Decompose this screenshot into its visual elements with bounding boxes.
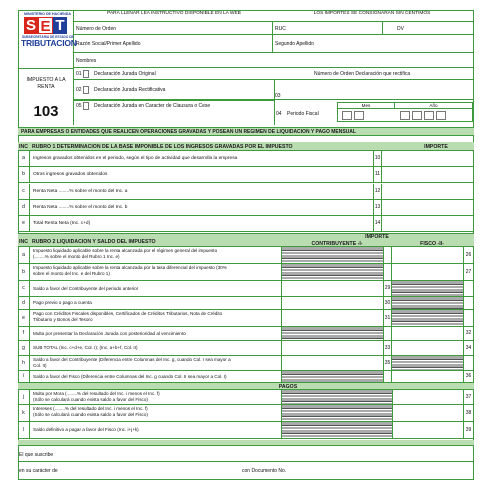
fisco-field[interactable]	[392, 341, 463, 355]
dv-label: DV	[397, 26, 404, 32]
logo-s: S	[25, 17, 36, 34]
rubro2-importe: IMPORTE	[365, 234, 389, 240]
row-text	[33, 422, 283, 438]
ano-header: Año	[395, 103, 472, 109]
row-inc: e	[18, 310, 30, 326]
importe-field[interactable]	[382, 167, 472, 182]
dj-rectificativa-label: Declaración Jurada Rectificativa	[94, 87, 166, 93]
row-text: Total Renta Neta (Inc. c+d)	[33, 221, 91, 226]
row-text	[33, 265, 283, 276]
rubro1-title: RUBRO 1 DETERMINACION DE LA BASE IMPONIBLE DE LOS INGRESOS GRAVADAS POR EL IMPUESTO	[32, 144, 293, 150]
pagos-row	[18, 405, 474, 422]
fisco-field-blocked	[392, 297, 463, 309]
row-inc: i	[18, 371, 30, 382]
row-num: 11	[373, 167, 382, 182]
row-text-line2: (........% sobre el monto del Rubro 1 Inc. e)	[33, 253, 120, 259]
periodo-box	[337, 102, 473, 122]
fisco-field[interactable]	[392, 405, 463, 421]
row-text: Ingresos gravados obtenidos en el periodo, según el tipo de actividad que desarrolla la empresa	[33, 156, 238, 161]
row-text-line1: Pago previo o pago a cuenta	[33, 300, 92, 305]
row-num: 13	[373, 200, 382, 215]
row-inc: b	[18, 167, 30, 182]
row-text-line2: Tributario y Bonos del Tesoro	[33, 316, 93, 322]
rubro1-row	[18, 167, 474, 183]
row-text-line1: Multa por presentar la Declaración Jurada con posterioridad al vencimiento	[33, 331, 186, 336]
fisco-field[interactable]	[392, 247, 463, 263]
field-04-code: 04	[276, 111, 282, 117]
fisco-field[interactable]	[392, 264, 463, 280]
row-num-fisco: 38	[463, 405, 473, 421]
row-num: 10	[373, 151, 382, 166]
fisco-field[interactable]	[392, 390, 463, 404]
contribuyente-field-blocked	[282, 422, 392, 438]
ano-digit-2[interactable]	[412, 111, 422, 120]
row-text: Renta Neta ........% sobre el monto del Inc. b	[33, 205, 128, 210]
rubro2-row	[18, 310, 474, 327]
contribuyente-field[interactable]	[282, 341, 383, 355]
row-text-line1: Saldo a favor del Contribuyente del periodo anterior	[33, 286, 139, 291]
row-text-line1: Pago con Créditos Fiscales disponibles, Certificados de Créditos Tributarios, Nota de Crédito	[33, 311, 223, 316]
row-inc: k	[18, 405, 30, 421]
contribuyente-field-blocked	[282, 327, 383, 340]
row-text-line1: SUB TOTAL (Inc. c+d+e, Col. I); (Inc. a+b+f, Col. II)	[33, 345, 138, 350]
pagos-row	[18, 422, 474, 439]
dj-original-row[interactable]	[74, 68, 474, 80]
dj-clausura-checkbox[interactable]	[83, 102, 89, 110]
fisco-field-blocked	[392, 310, 463, 326]
contribuyente-field[interactable]	[282, 281, 383, 296]
id-row-1	[74, 21, 474, 35]
nombres-label: Nombres	[76, 58, 97, 64]
field-03-code: 03	[275, 93, 281, 99]
fisco-field[interactable]	[392, 371, 463, 382]
row-num-contribuyente: 31	[383, 310, 392, 326]
dj-original-code: 01	[76, 71, 82, 77]
row-text-line1: Impuesto liquidado aplicable sobre la renta alcanzada por el régimen general del impuesto	[33, 248, 218, 253]
row-num-fisco	[463, 356, 473, 370]
importe-field[interactable]	[382, 200, 472, 215]
dj-clausura-label: Declaración Jurada en Caracter de Clausura o Cese	[94, 103, 211, 109]
row-text-line2: (Sólo se calculará cuando exista saldo a favor del Fisco)	[33, 396, 148, 402]
contribuyente-field[interactable]	[282, 310, 383, 326]
row-text	[33, 327, 283, 340]
row-text-line1: Intereses (........% del resultado del Inc. i menos el Inc. f)	[33, 406, 148, 411]
fisco-field-blocked	[392, 281, 463, 296]
row-text	[33, 281, 283, 296]
rubro1-header	[18, 142, 474, 151]
row-inc: a	[18, 151, 30, 166]
row-num-contribuyente	[383, 264, 392, 280]
pagos-header	[18, 383, 474, 390]
fisco-field[interactable]	[392, 422, 463, 438]
dv-cell[interactable]	[382, 22, 474, 35]
rubro2-row	[18, 264, 474, 281]
row-inc: b	[18, 264, 30, 280]
rubro2-title: RUBRO 2 LIQUIDACION Y SALDO DEL IMPUESTO	[32, 239, 156, 245]
contribuyente-field-blocked	[282, 247, 383, 263]
ruc-label: RUC	[275, 26, 286, 32]
rubro2-row	[18, 327, 474, 341]
row-text-line1: Multa por Mora (........% del resultado del Inc. i menos el Inc. f)	[33, 391, 160, 396]
segundo-apellido-cell[interactable]	[272, 35, 474, 52]
row-num-contribuyente: 30	[383, 297, 392, 309]
set-logo	[24, 17, 68, 34]
row-text	[33, 357, 283, 368]
rubro2-inc: INC	[19, 239, 28, 245]
row-text-line1: Saldo a favor del Contribuyente (Diferencia entre Columnas del Inc. g, cuando Col. I sea mayor a	[33, 357, 231, 362]
row-text-line1: Saldo a favor del Fisco (Diferencia entre Columnas del Inc. g cuando Col. II sea mayor a Col. I)	[33, 374, 227, 379]
suscribe-label: El que suscribe	[19, 452, 54, 458]
id-row-2	[74, 35, 474, 53]
mes-digit-1[interactable]	[342, 111, 352, 120]
row-text	[33, 406, 283, 417]
row-num-fisco: 37	[463, 390, 473, 404]
logo-word: TRIBUTACION	[21, 38, 77, 48]
nro-rectifica-label: Número de Orden Declaración que rectifica	[314, 71, 411, 77]
rubro2-row	[18, 356, 474, 371]
row-text	[33, 311, 283, 322]
contribuyente-field-blocked	[282, 390, 392, 404]
dj-clausura-code: 05	[76, 103, 82, 109]
row-num-fisco	[463, 281, 473, 296]
row-inc: g	[18, 341, 30, 355]
row-text: Otros ingresos gravados obtenidos	[33, 172, 108, 177]
numero-orden-label: Número de Orden	[76, 26, 117, 32]
contribuyente-field[interactable]	[282, 297, 383, 309]
row-num-contribuyente: 35	[383, 356, 392, 370]
row-num-contribuyente	[383, 247, 392, 263]
row-inc: l	[18, 422, 30, 438]
documento-label: con Documento No.	[242, 468, 287, 474]
fisco-field[interactable]	[392, 327, 463, 340]
dj-rectificativa-checkbox[interactable]	[83, 86, 89, 94]
periodo-fiscal-cell	[274, 100, 474, 125]
row-num-contribuyente: 29	[383, 281, 392, 296]
importe-field[interactable]	[382, 151, 472, 166]
row-num-contribuyente	[383, 327, 392, 340]
dj-rectificativa-row[interactable]	[74, 80, 274, 100]
rubro1-row	[18, 216, 474, 232]
row-text	[33, 248, 283, 259]
ruc-cell[interactable]	[272, 22, 382, 35]
dj-original-checkbox[interactable]	[83, 70, 89, 78]
suscribe-row[interactable]	[18, 445, 474, 462]
row-inc: a	[18, 247, 30, 263]
row-num-fisco: 27	[463, 264, 473, 280]
row-text-line2: Col. II)	[33, 362, 47, 368]
logo-ministry: MINISTERIO DE HACIENDA	[24, 12, 71, 16]
row-num-fisco	[463, 297, 473, 309]
dj-rectificativa-code: 02	[76, 87, 82, 93]
mes-digit-2[interactable]	[354, 111, 364, 120]
row-inc: f	[18, 327, 30, 340]
ano-digit-4[interactable]	[436, 111, 446, 120]
caracter-label: en su carácter de	[19, 468, 58, 474]
row-num-contribuyente: 33	[383, 341, 392, 355]
row-num: 14	[373, 216, 382, 231]
rubro1-importe: IMPORTE	[424, 144, 448, 150]
ano-digit-3[interactable]	[424, 111, 434, 120]
row-num-fisco: 36	[463, 371, 473, 382]
contribuyente-field[interactable]	[282, 356, 383, 370]
row-num-fisco: 32	[463, 327, 473, 340]
logo-sub: SUBSECRETARIA DE ESTADO DE	[22, 35, 74, 39]
row-inc: d	[18, 200, 30, 215]
rubro1-inc: INC	[19, 144, 28, 150]
row-text: Renta Neta ........% sobre el monto del Inc. a	[33, 189, 128, 194]
rubro1-row	[18, 184, 474, 200]
declaration-type-block	[74, 68, 474, 125]
segundo-apellido-label: Segundo Apellido	[275, 41, 314, 47]
form-name-block	[18, 68, 74, 125]
row-num-fisco	[463, 310, 473, 326]
row-inc: e	[18, 216, 30, 231]
pagos-row	[18, 390, 474, 405]
row-inc: c	[18, 281, 30, 296]
logo-e: E	[38, 17, 53, 34]
row-text-line1: Impuesto liquidado aplicable sobre la renta alcanzada por la tasa diferencial del impuesto (30%	[33, 265, 227, 270]
razon-social-label: Razón Social/Primer Apellido	[76, 41, 141, 47]
row-text	[33, 371, 283, 382]
logo-block	[18, 10, 77, 68]
section-title: PARA EMPRESAS O ENTIDADES QUE REALICEN OPERACIONES GRAVADAS Y POSEAN UN REGIMEN DE LIQUIDACION Y PAGO MENSUAL	[18, 127, 474, 136]
row-inc: h	[18, 356, 30, 370]
instructions-right: LOS IMPORTES SE CONSIGNARAN SIN CENTIMOS	[313, 11, 431, 16]
dj-clausura-row[interactable]	[74, 100, 274, 125]
row-text	[33, 341, 283, 355]
contribuyente-field-blocked	[282, 264, 383, 280]
rubro2-header	[18, 233, 474, 247]
contribuyente-field-blocked	[282, 371, 383, 382]
dj-original-label: Declaración Jurada Original	[94, 71, 156, 77]
row-text	[33, 297, 283, 309]
id-row-3[interactable]	[74, 53, 474, 68]
importe-field[interactable]	[382, 216, 472, 231]
rubro2-row	[18, 371, 474, 383]
row-inc: c	[18, 184, 30, 199]
rubro2-row	[18, 341, 474, 356]
rectifica-number-cell[interactable]	[274, 80, 474, 100]
row-num-contribuyente	[383, 371, 392, 382]
rubro2-row	[18, 297, 474, 310]
row-text	[33, 391, 283, 402]
rubro1-row	[18, 200, 474, 216]
rubro2-row	[18, 247, 474, 264]
row-num-fisco: 34	[463, 341, 473, 355]
caracter-row[interactable]	[18, 462, 474, 480]
row-inc: j	[18, 390, 30, 404]
fisco-field-blocked	[392, 356, 463, 370]
rubro2-row	[18, 281, 474, 297]
row-inc: d	[18, 297, 30, 309]
pagos-title: PAGOS	[278, 384, 298, 390]
col-fisco: FISCO -II-	[420, 241, 444, 247]
form-number: 103	[33, 103, 59, 120]
row-text-line1: Saldo definitivo a pagar a favor del Fisco (Inc. i+j+k)	[33, 427, 139, 432]
importe-field[interactable]	[382, 184, 472, 199]
row-num-fisco: 26	[463, 247, 473, 263]
mes-header: Mes	[338, 103, 395, 109]
row-text-line2: (Sólo se calculará cuando exista saldo a favor del Fisco)	[33, 411, 148, 417]
row-num: 12	[373, 184, 382, 199]
col-contribuyente: CONTRIBUYENTE -I-	[311, 241, 363, 247]
row-num-fisco: 39	[463, 422, 473, 438]
contribuyente-field-blocked	[282, 405, 392, 421]
row-text-line2: sobre el monto del Inc. e del Rubro 1)	[33, 270, 110, 276]
periodo-fiscal-label: Periodo Fiscal	[287, 111, 319, 117]
form-name: IMPUESTO A LA RENTA	[26, 77, 66, 90]
logo-t: T	[53, 17, 67, 34]
ano-digit-1[interactable]	[400, 111, 410, 120]
instructions-left: PARA LLENAR LEA INSTRUCTIVO DISPONIBLE EN LA WEB	[107, 11, 241, 16]
rubro1-row	[18, 151, 474, 167]
